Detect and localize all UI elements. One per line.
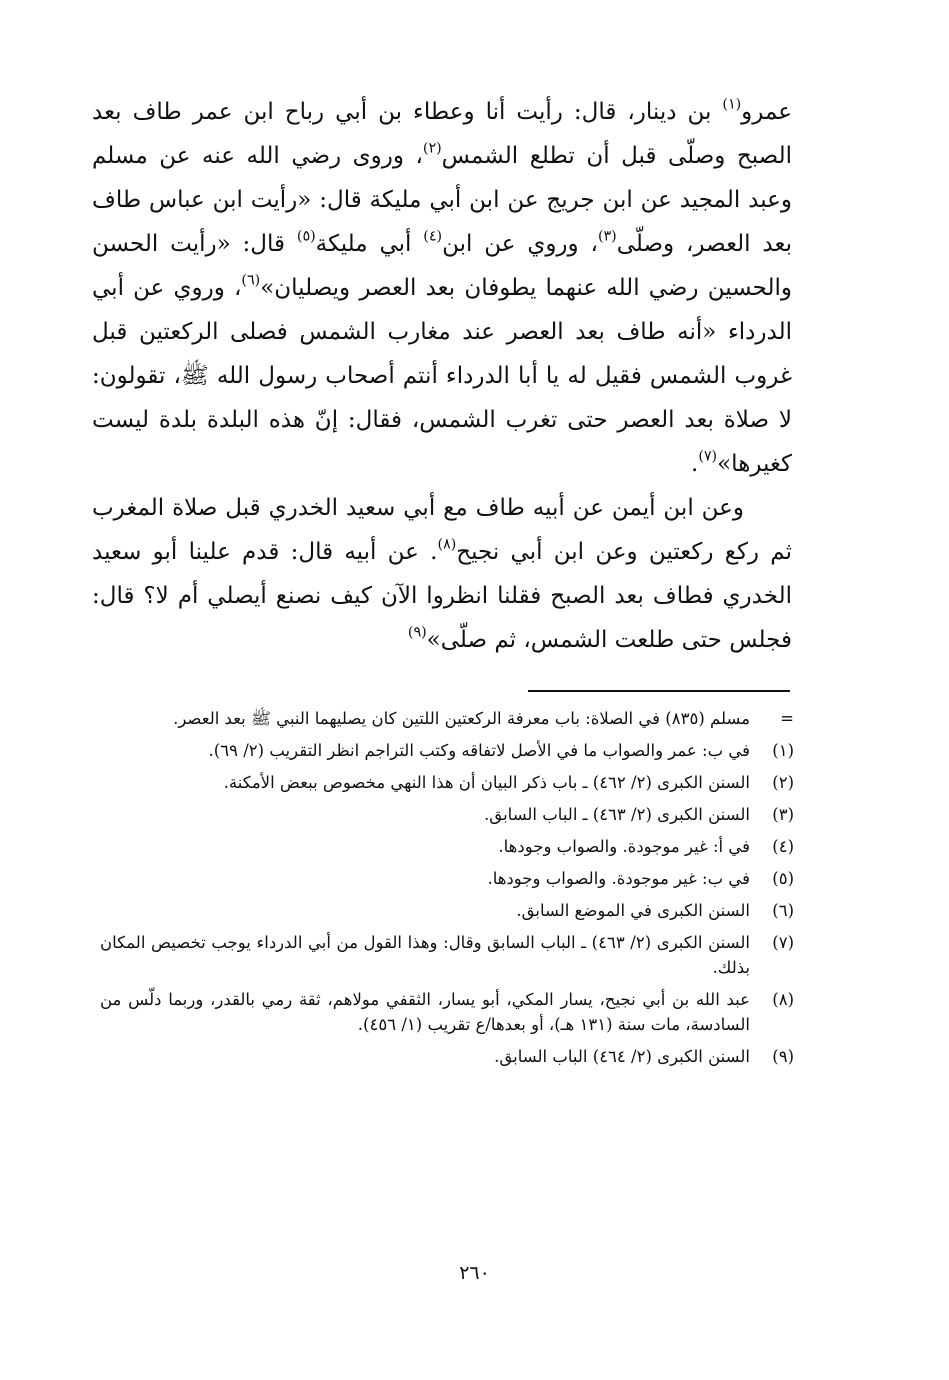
footnote xyxy=(100,834,794,859)
paragraph-1 xyxy=(92,90,792,486)
footnote xyxy=(100,930,794,980)
footnote-number: = xyxy=(780,709,794,728)
paragraph-2 xyxy=(92,486,792,662)
footnote-text: عبد الله بن أبي نجيح، يسار المكي، أبو يسار، الثقفي مولاهم، ثقة رمي بالقدر، وربما دلّس من السادسة، مات سنة (١٣١ هـ)، أو بعدها/ع تقريب (١/ ٤٥٦). xyxy=(100,990,750,1034)
footnote-text: السنن الكبرى (٢/ ٤٦٣) ـ الباب السابق. xyxy=(484,805,750,824)
main-text xyxy=(92,90,792,662)
footnote-marker-4: (٤) xyxy=(423,228,443,245)
footnote-number: (٨) xyxy=(772,990,794,1009)
text-run: وعن ابن أيمن عن أبيه طاف مع أبي سعيد الخدري قبل صلاة المغرب ثم ركع ركعتين وعن ابن أبي نجيح xyxy=(92,495,792,565)
footnote-number: (٧) xyxy=(772,933,794,952)
footnote-marker-2: (٢) xyxy=(422,140,442,157)
footnote xyxy=(100,802,794,827)
footnote-text: السنن الكبرى (٢/ ٤٦٢) ـ باب ذكر البيان أن هذا النهي مخصوص ببعض الأمكنة. xyxy=(223,773,750,792)
text-run: . xyxy=(691,451,699,477)
text-run: عمرو xyxy=(741,99,792,125)
text-run: ، وروي عن ابن xyxy=(442,231,598,257)
footnote-marker-1: (١) xyxy=(722,96,742,113)
footnote-number: (٤) xyxy=(772,837,794,856)
footnote xyxy=(100,770,794,795)
footnote-number: (١) xyxy=(772,741,794,760)
footnote xyxy=(100,898,794,923)
footnote xyxy=(100,987,794,1037)
footnote-text: السنن الكبرى في الموضع السابق. xyxy=(516,901,750,920)
text-run: ، وروي عن أبي الدرداء «أنه طاف بعد العصر عند مغارب الشمس فصلى الركعتين قبل غروب الشمس فقيل له يا أبا الدرداء أنتم أصحاب رسول الله ﷺ، تقولون: لا صلاة بعد العصر حتى تغرب الشمس، فقال: إنّ هذه البلدة بلدة ليست كغيرها» xyxy=(92,275,792,477)
footnote xyxy=(100,738,794,763)
footnote xyxy=(100,706,794,731)
footnote-number: (٥) xyxy=(772,869,794,888)
footnote-number: (٣) xyxy=(772,805,794,824)
footnote xyxy=(100,1044,794,1069)
page-number: ٢٦٠ xyxy=(459,1262,490,1284)
footnotes xyxy=(100,706,794,1076)
footnote-text: في أ: غير موجودة. والصواب وجودها. xyxy=(498,837,750,856)
footnote-marker-8: (٨) xyxy=(437,536,457,553)
footnote-number: (٢) xyxy=(772,773,794,792)
footnote-separator xyxy=(528,690,790,692)
text-run: بن دينار، قال: رأيت أنا وعطاء بن أبي رباح ابن عمر طاف بعد الصبح وصلّى قبل أن تطلع الشمس xyxy=(92,99,792,169)
footnote-number: (٦) xyxy=(772,901,794,920)
footnote-marker-9: (٩) xyxy=(407,624,427,641)
footnote xyxy=(100,866,794,891)
footnote-marker-6: (٦) xyxy=(241,272,261,289)
footnote-marker-7: (٧) xyxy=(698,448,718,465)
footnote-text: في ب: عمر والصواب ما في الأصل لاتفاقه وكتب التراجم انظر التقريب (٢/ ٦٩). xyxy=(208,741,750,760)
footnote-text: في ب: غير موجودة. والصواب وجودها. xyxy=(487,869,750,888)
footnote-text: السنن الكبرى (٢/ ٤٦٤) الباب السابق. xyxy=(494,1047,750,1066)
footnote-text: السنن الكبرى (٢/ ٤٦٣) ـ الباب السابق وقال: وهذا القول من أبي الدرداء يوجب تخصيص المكان بذلك. xyxy=(100,933,750,977)
footnote-marker-3: (٣) xyxy=(597,228,617,245)
text-run: أبي مليكة xyxy=(315,231,424,257)
text-run: . عن أبيه قال: قدم علينا أبو سعيد الخدري فطاف بعد الصبح فقلنا انظروا الآن كيف نصنع أيصلي أم لا؟ قال: فجلس حتى طلعت الشمس، ثم صلّى» xyxy=(92,539,792,653)
text-run: قال: «رأيت الحسن والحسين رضي الله عنهما يطوفان بعد العصر ويصليان» xyxy=(92,231,793,301)
footnote-text: مسلم (٨٣٥) في الصلاة: باب معرفة الركعتين اللتين كان يصليهما النبي ﷺ بعد العصر. xyxy=(173,709,750,728)
footnote-number: (٩) xyxy=(772,1047,794,1066)
text-run: ، وروى رضي الله عنه عن مسلم وعبد المجيد عن ابن جريج عن ابن أبي مليكة قال: «رأيت ابن عباس طاف بعد العصر، وصلّى xyxy=(92,143,792,257)
footnote-marker-5: (٥) xyxy=(296,228,316,245)
